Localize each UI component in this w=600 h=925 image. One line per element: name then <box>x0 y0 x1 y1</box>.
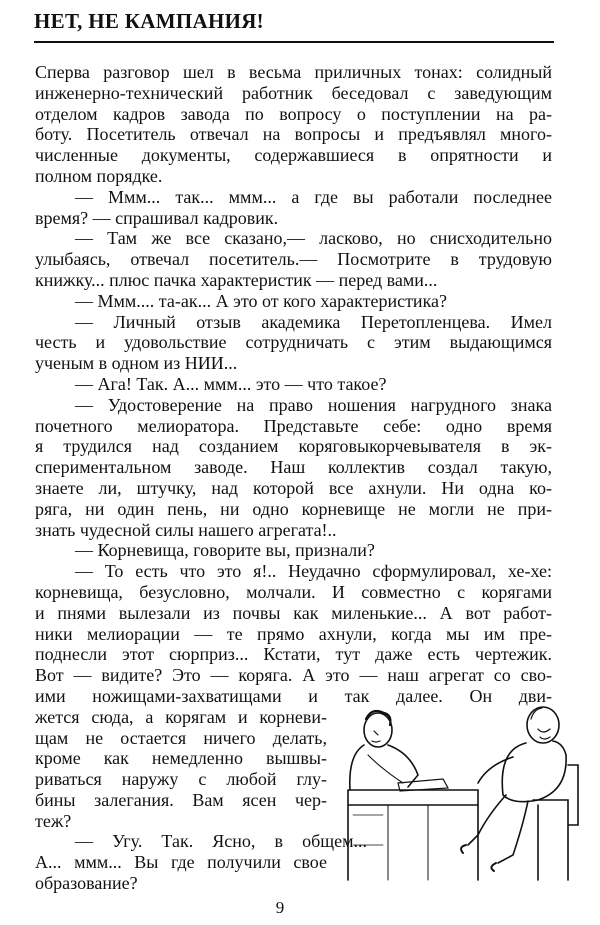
text-line: ими ножищами-захватищами и так далее. Он дви- <box>35 685 552 706</box>
text-line: — Личный отзыв академика Перетопленцева. Имел <box>75 311 552 332</box>
text-line: спериментальном заводе. Наш коллектив создал такую, <box>35 457 552 478</box>
text-line: отделом кадров завода по вопросу о поступлении на ра- <box>35 103 552 124</box>
text-line: улыбаясь, отвечал посетитель.— Посмотрите в трудовую <box>35 249 552 270</box>
text-line: щам не остается ничего делать, <box>35 727 327 748</box>
text-line: ряга, ни один пень, ни одно корневище не могли не при- <box>35 498 552 519</box>
text-line: я трудился над созданием коряговыкорчевывателя в эк- <box>35 436 552 457</box>
text-line: — Ага! Так. А... ммм... это — что такое? <box>75 373 387 394</box>
text-line: ники мелиорации — те прямо ахнули, когда мы им пре- <box>35 623 552 644</box>
text-line: — Ммм.... та-ак... А это от кого характеристика? <box>75 290 448 311</box>
illustration-two-men-at-desk <box>328 695 593 885</box>
text-line: корневища, безусловно, молчали. И совместно с корягами <box>35 581 552 602</box>
text-line: — Угу. Так. Ясно, в общем... <box>75 831 367 852</box>
text-line: Сперва разговор шел в весьма приличных тонах: солидный <box>35 62 552 82</box>
text-line: численные документы, содержавшиеся в опрятности и <box>35 145 552 166</box>
text-line: — Удостоверение на право ношения нагрудного знака <box>75 394 552 415</box>
text-line: А... ммм... Вы где получили свое <box>35 852 327 873</box>
text-line: честь и удовольствие сотрудничать с этим выдающимся <box>35 332 552 353</box>
text-line: инженерно-технический работник беседовал с заведующим <box>35 82 552 103</box>
text-line: — Ммм... так... ммм... а где вы работали последнее <box>75 186 552 207</box>
text-line: полном порядке. <box>35 165 163 186</box>
text-line: знаете ли, штучку, над которой все ахнули. Ни одна ко- <box>35 477 552 498</box>
text-line: кроме как немедленно вышвы- <box>35 748 327 769</box>
text-line: время? — спрашивал кадровик. <box>35 207 279 228</box>
text-line: и пнями вылезали из почвы как миленькие... А вот работ- <box>35 602 552 623</box>
text-line: ученым в одном из НИИ... <box>35 353 238 374</box>
text-line: — Там же все сказано,— ласково, но снисходительно <box>75 228 552 249</box>
title-rule <box>34 41 554 43</box>
text-line: поднесли этот сюрприз... Кстати, тут даже есть чертежик. <box>35 644 552 665</box>
text-line: знать чудесной силы нашего агрегата!.. <box>35 519 337 540</box>
text-line: Вот — видите? Это — коряга. А это — наш агрегат со сво- <box>35 665 552 686</box>
page-title: НЕТ, НЕ КАМПАНИЯ! <box>34 9 264 33</box>
text-line: бины залегания. Вам ясен чер- <box>35 789 327 810</box>
text-line: книжку... плюс пачка характеристик — перед вами... <box>35 269 438 290</box>
text-line: — Корневища, говорите вы, признали? <box>75 540 375 561</box>
text-line: жется сюда, а корягам и корневи- <box>35 706 327 727</box>
text-line: риваться наружу с любой глу- <box>35 769 327 790</box>
page-number: 9 <box>275 898 285 917</box>
text-line: образование? <box>35 873 138 894</box>
text-line: боту. Посетитель отвечал на вопросы и предъявлял много- <box>35 124 552 145</box>
text-line: — То есть что это я!.. Неудачно сформулировал, хе-хе: <box>75 561 552 582</box>
text-line: теж? <box>35 810 72 831</box>
text-line: почетного мелиоратора. Представьте себе: одно время <box>35 415 552 436</box>
